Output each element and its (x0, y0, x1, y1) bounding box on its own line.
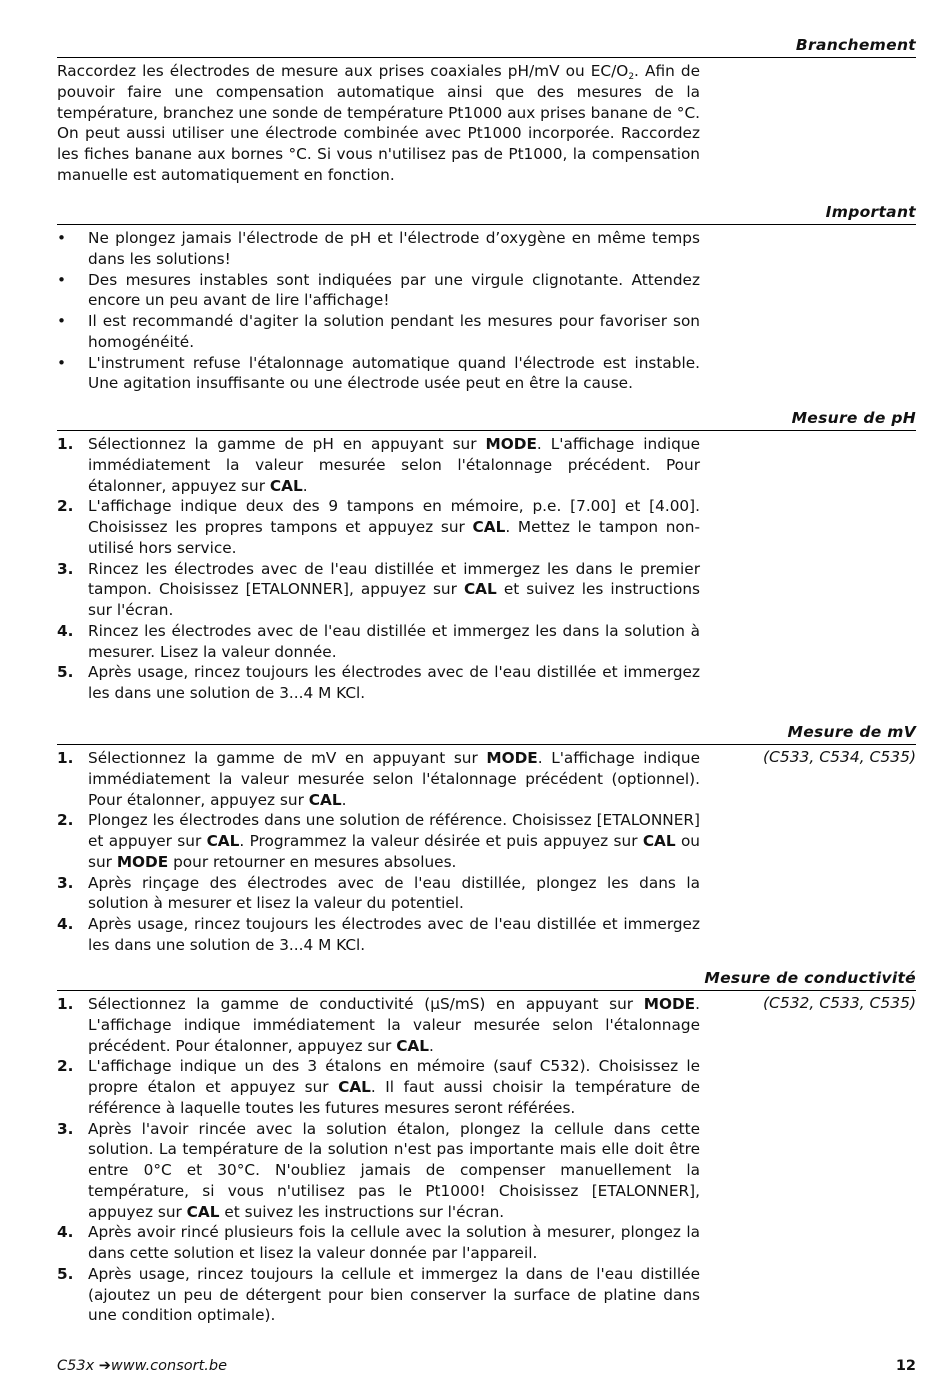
important-item (57, 228, 700, 270)
keyword: CAL (642, 832, 676, 850)
branchement-text-b: . Afin de pouvoir faire une compensation automatique ainsi que des mesures de la température, branchez une sonde de température Pt1000 aux prises banane de °C. On peut aussi utiliser une électrode combinée avec Pt1000 incorporée. Raccordez les fiches banane aux bornes °C. Si vous n'utilisez pas de Pt1000, la compensation manuelle est automatiquement en fonction. (57, 62, 700, 184)
step-text: Après usage, rincez toujours les électrodes avec de l'eau distillée et immergez les dans une solution de 3...4 M KCl. (88, 663, 700, 702)
step-text: pour retourner en mesures absolues. (168, 852, 457, 871)
step-item (57, 994, 700, 1056)
step-number: 3. (57, 1119, 74, 1138)
footer-url[interactable]: www.consort.be (110, 1358, 228, 1374)
important-list (57, 228, 700, 394)
divider (57, 990, 916, 991)
divider (57, 57, 916, 58)
step-text: et suivez les instructions sur l'écran. (88, 580, 700, 619)
step-text: Sélectionnez la gamme de mV en appuyant sur (88, 749, 487, 767)
step-item (57, 873, 700, 915)
branchement-text (57, 61, 700, 186)
step-text: Après l'avoir rincée avec la solution étalon, plongez la cellule dans cette solution. La température de la solution n'est pas importante mais elle doit être entre 0°C et 30°C. N'oubliez jamais de compenser manuellement la température, si vous n'utilisez pas le Pt1000! Choisissez [ETALONNER], appuyez sur (88, 1119, 700, 1221)
step-text: L'affichage indique deux des 9 tampons en mémoire, p.e. [7.00] et [4.00]. Choisissez les propres tampons et appuyez sur (88, 497, 700, 536)
heading-important: Important (825, 203, 916, 221)
step-item (57, 1222, 700, 1264)
conductivity-models: (C532, C533, C535) (762, 994, 916, 1012)
bullet-icon: • (57, 229, 67, 247)
branchement-text-a: Raccordez les électrodes de mesure aux prises coaxiales pH/mV ou EC/O (57, 62, 629, 80)
important-item-text: Il est recommandé d'agiter la solution pendant les mesures pour favoriser son homogénéité. (88, 312, 700, 351)
step-text: Rincez les électrodes avec de l'eau distillée et immergez les dans le premier tampon. Choisissez [ETALONNER], appuyez sur (88, 559, 700, 599)
cond-steps-wrap (57, 994, 700, 1326)
step-number: 5. (57, 1264, 74, 1283)
step-item (57, 1056, 700, 1118)
step-text: Après usage, rincez toujours la cellule et immergez la dans de l'eau distillée (ajoutez un peu de détergent pour bien conserver la surface de platine dans une condition optimale). (88, 1264, 700, 1325)
keyword: CAL (269, 476, 303, 495)
step-item (57, 1119, 700, 1223)
bullet-icon: • (57, 353, 67, 372)
step-text: . (302, 476, 308, 495)
step-text: . (341, 790, 347, 809)
step-text: . L'affichage indique immédiatement la valeur mesurée selon l'étalonnage précédent. Pour étalonner, appuyez sur (88, 435, 700, 495)
step-item (57, 662, 700, 704)
keyword: MODE (486, 749, 538, 767)
step-number: 4. (57, 915, 74, 933)
step-item (57, 810, 700, 872)
step-text: Après avoir rincé plusieurs fois la cellule avec la solution à mesurer, plongez la dans cette solution et lisez la valeur donnée par l'appareil. (88, 1223, 700, 1262)
step-number: 1. (57, 995, 74, 1013)
branchement-subscript: 2 (628, 72, 635, 82)
step-number: 3. (57, 559, 74, 578)
conductivity-steps (57, 994, 700, 1326)
step-number: 4. (57, 1223, 74, 1242)
step-text: ou sur (88, 832, 700, 871)
step-text: Sélectionnez la gamme de pH en appuyant sur (88, 435, 486, 453)
bullet-icon: • (57, 270, 67, 289)
step-text: . L'affichage indique immédiatement la valeur mesurée selon l'étalonnage précédent. Pour étalonner, appuyez sur (88, 995, 700, 1055)
important-item-text: Des mesures instables sont indiquées par une virgule clignotante. Attendez encore un peu avant de lire l'affichage! (88, 270, 700, 310)
important-item (57, 353, 700, 395)
step-text: . Il faut aussi choisir la température de référence à laquelle toutes les futures mesures seront référées. (88, 1078, 700, 1117)
important-item (57, 270, 700, 312)
step-item (57, 496, 700, 558)
step-text: . (429, 1036, 434, 1055)
important-list-wrap (57, 228, 700, 394)
ph-steps (57, 434, 700, 704)
keyword: CAL (206, 832, 240, 850)
step-number: 2. (57, 811, 74, 830)
step-text: Après rinçage des électrodes avec de l'eau distillée, plongez les dans la solution à mesurer et lisez la valeur du potentiel. (88, 873, 700, 913)
bullet-icon: • (57, 312, 67, 330)
important-item-text: L'instrument refuse l'étalonnage automatique quand l'électrode est instable. Une agitation insuffisante ou une électrode usée peut en être la cause. (88, 353, 700, 393)
step-item (57, 621, 700, 663)
keyword: MODE (643, 995, 696, 1013)
mv-models: (C533, C534, C535) (762, 748, 916, 766)
step-text: . Mettez le tampon non-utilisé hors service. (88, 518, 700, 557)
divider (57, 430, 916, 431)
step-item (57, 1264, 700, 1326)
step-item (57, 748, 700, 810)
keyword: CAL (472, 518, 506, 536)
page-number: 12 (895, 1358, 916, 1374)
step-text: Sélectionnez la gamme de conductivité (µS/mS) en appuyant sur (88, 995, 644, 1013)
keyword: MODE (485, 435, 537, 453)
step-text: . Programmez la valeur désirée et puis appuyez sur (239, 832, 643, 850)
step-text: Plongez les électrodes dans une solution de référence. Choisissez [ETALONNER] et appuyer sur (88, 811, 700, 850)
keyword: CAL (463, 580, 497, 599)
footer-model: C53x (57, 1358, 99, 1374)
important-item-text: Ne plongez jamais l'électrode de pH et l'électrode d’oxygène en même temps dans les solutions! (88, 229, 700, 268)
keyword: MODE (116, 852, 169, 871)
divider (57, 744, 916, 745)
step-number: 2. (57, 497, 74, 516)
step-number: 1. (57, 749, 74, 767)
mv-steps (57, 748, 700, 956)
step-text: L'affichage indique un des 3 étalons en mémoire (sauf C532). Choisissez le propre étalon et appuyez sur (88, 1057, 700, 1096)
heading-branchement: Branchement (795, 36, 916, 54)
footer-left (57, 1358, 227, 1374)
step-number: 5. (57, 663, 74, 682)
step-item (57, 434, 700, 496)
step-text: Rincez les électrodes avec de l'eau distillée et immergez les dans la solution à mesurer. Lisez la valeur donnée. (88, 621, 700, 661)
step-number: 3. (57, 873, 74, 892)
step-number: 2. (57, 1057, 74, 1076)
heading-ph: Mesure de pH (791, 409, 916, 427)
keyword: CAL (396, 1036, 429, 1055)
step-number: 1. (57, 435, 74, 453)
keyword: CAL (308, 790, 342, 809)
heading-mv: Mesure de mV (787, 723, 916, 741)
important-item (57, 311, 700, 353)
arrow-icon: ➔ (98, 1358, 111, 1374)
step-text: et suivez les instructions sur l'écran. (219, 1202, 505, 1221)
divider (57, 224, 916, 225)
mv-steps-wrap (57, 748, 700, 956)
step-item (57, 559, 700, 621)
keyword: CAL (338, 1078, 371, 1096)
step-number: 4. (57, 621, 74, 640)
step-text: Après usage, rincez toujours les électrodes avec de l'eau distillée et immergez les dans une solution de 3...4 M KCl. (88, 915, 700, 954)
step-text: . L'affichage indique immédiatement la valeur mesurée selon l'étalonnage précédent (optionnel). Pour étalonner, appuyez sur (88, 749, 700, 809)
heading-conductivity: Mesure de conductivité (704, 969, 916, 987)
keyword: CAL (186, 1202, 220, 1221)
ph-steps-wrap (57, 434, 700, 704)
step-item (57, 914, 700, 956)
